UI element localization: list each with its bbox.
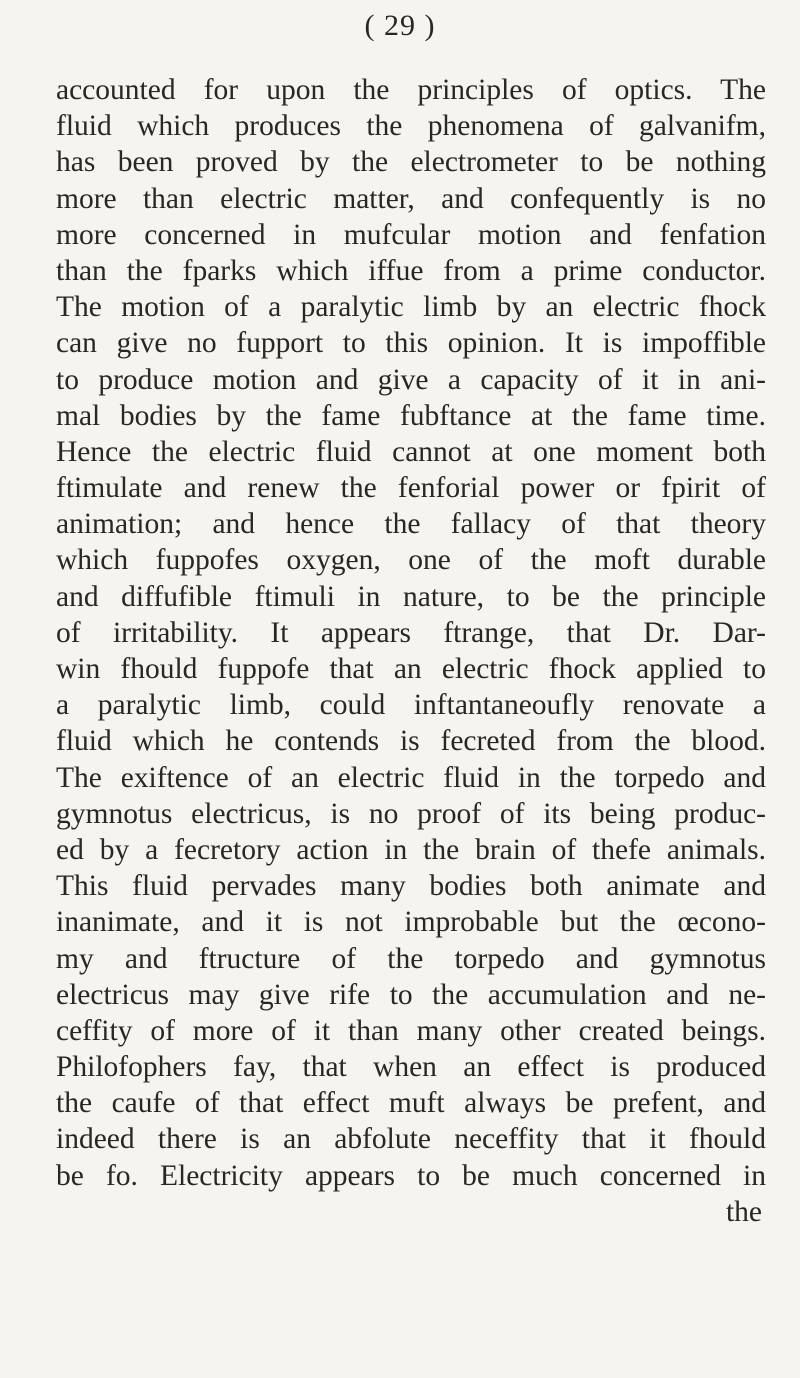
text-line: and diffufible ftimuli in nature, to be the principle bbox=[56, 580, 766, 613]
text-line: fluid which he contends is fecreted from the blood. bbox=[56, 725, 766, 758]
text-line: inanimate, and it is not improbable but the œcono- bbox=[56, 906, 766, 939]
body-text bbox=[56, 72, 766, 1230]
text-line: be fo. Electricity appears to be much concerned in bbox=[56, 1159, 766, 1192]
text-line: the caufe of that effect muft always be prefent, and bbox=[56, 1087, 766, 1120]
text-line: electricus may give rife to the accumulation and ne- bbox=[56, 978, 766, 1011]
text-line: of irritability. It appears ftrange, that Dr. Dar- bbox=[56, 616, 766, 649]
text-line: Hence the electric fluid cannot at one moment both bbox=[56, 435, 766, 468]
text-line: ed by a fecretory action in the brain of thefe animals. bbox=[56, 833, 766, 866]
text-line: The motion of a paralytic limb by an electric fhock bbox=[56, 291, 766, 324]
text-line: can give no fupport to this opinion. It is impoffible bbox=[56, 327, 766, 360]
text-line: win fhould fuppofe that an electric fhock applied to bbox=[56, 653, 766, 685]
catchword: the bbox=[725, 1195, 762, 1228]
text-line: has been proved by the electrometer to be nothing bbox=[56, 146, 766, 179]
text-line: which fuppofes oxygen, one of the moft durable bbox=[56, 544, 766, 577]
text-line: ceffity of more of it than many other created beings. bbox=[56, 1014, 766, 1047]
text-line: indeed there is an abfolute neceffity that it fhould bbox=[56, 1123, 766, 1156]
text-line: my and ftructure of the torpedo and gymnotus bbox=[56, 942, 766, 975]
text-line: The exiftence of an electric fluid in the torpedo and bbox=[56, 761, 766, 794]
text-line: gymnotus electricus, is no proof of its being produc- bbox=[56, 797, 766, 830]
page-number: ( 29 ) bbox=[364, 9, 436, 42]
text-line: to produce motion and give a capacity of it in ani- bbox=[56, 363, 766, 396]
text-line: more concerned in mufcular motion and fenfation bbox=[56, 218, 766, 251]
text-line: fluid which produces the phenomena of galvanifm, bbox=[56, 110, 766, 143]
text-line: mal bodies by the fame fubftance at the fame time. bbox=[56, 399, 766, 432]
text-line: Philofophers fay, that when an effect is produced bbox=[56, 1051, 766, 1084]
text-line: than the fparks which iffue from a prime conductor. bbox=[56, 254, 766, 287]
text-line: a paralytic limb, could inftantaneoufly renovate a bbox=[56, 689, 766, 722]
text-line: more than electric matter, and confequently is no bbox=[56, 182, 766, 215]
text-line: accounted for upon the principles of optics. The bbox=[56, 74, 766, 106]
text-line: This fluid pervades many bodies both animate and bbox=[56, 870, 766, 903]
text-line: animation; and hence the fallacy of that theory bbox=[56, 508, 766, 541]
text-line: ftimulate and renew the fenforial power or fpirit of bbox=[56, 472, 766, 505]
